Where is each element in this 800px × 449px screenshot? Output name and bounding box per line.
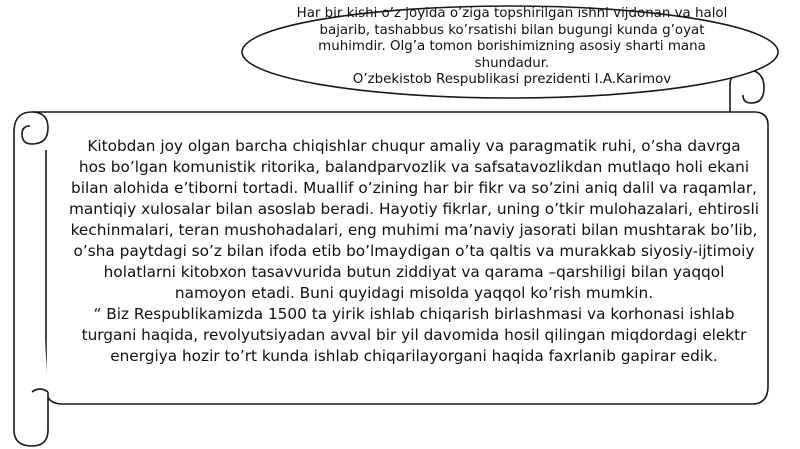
main-text-line: o’sha paytdagi so’z bilan ifoda etib bo’lmaydigan o’ta qaltis va murakkab siyosiy-ijtimoiy [73, 242, 755, 260]
main-text-line: hos bo’lgan komunistik ritorika, balandparvozlik va safsatavozlikdan mutlaqo holi ekani [78, 158, 750, 176]
main-text-line: holatlarni kitobxon tasavvurida butun ziddiyat va qarama –qarshiligi bilan yaqqol [103, 263, 725, 281]
main-text-line: bilan alohida e’tiborni tortadi. Muallif o’zining har bir fikr va so’zini aniq dalil va raqamlar, [71, 179, 757, 197]
main-text-line: mantiqiy xulosalar bilan asoslab beradi. Hayotiy fikrlar, uning o’tkir mulohazalari, ehtirosli [68, 200, 759, 218]
main-text-block [60, 136, 768, 367]
quote-line: muhimdir. Olg’a tomon borishimizning asosiy sharti mana [318, 39, 706, 54]
main-text-line: “ Biz Respublikamizda 1500 ta yirik ishlab chiqarish birlashmasi va korhonasi ishlab [93, 305, 735, 323]
quote-line: shundadur. [474, 55, 550, 71]
quote-line: Har bir kishi o’z joyida o’ziga topshirilgan ishni vijdonan va halol [296, 6, 728, 21]
main-text-line: turgani haqida, revolyutsiyadan avval bir yil davomida hosil qilingan miqdordagi elektr [81, 326, 747, 344]
scroll-left-roll [14, 112, 48, 446]
main-text-line: kechinmalari, teran mushohadalari, eng muhimi ma’naviy jasorati bilan mushtarak bo’lib, [70, 221, 758, 239]
main-text-line: namoyon etadi. Buni quyidagi misolda yaqqol ko’rish mumkin. [174, 284, 654, 302]
quote-author: O’zbekistob Respublikasi prezidenti I.A.Karimov [352, 72, 672, 87]
main-text-line: energiya hozir to’rt kunda ishlab chiqarilayorgani haqida faxrlanib gapirar edik. [110, 347, 718, 365]
quote-line: bajarib, tashabbus ko’rsatishi bilan bugungi kunda g’oyat [319, 22, 705, 38]
quote-block [262, 6, 762, 89]
main-text-line: Kitobdan joy olgan barcha chiqishlar chuqur amaliy va paragmatik ruhi, o’sha davrga [87, 137, 741, 155]
